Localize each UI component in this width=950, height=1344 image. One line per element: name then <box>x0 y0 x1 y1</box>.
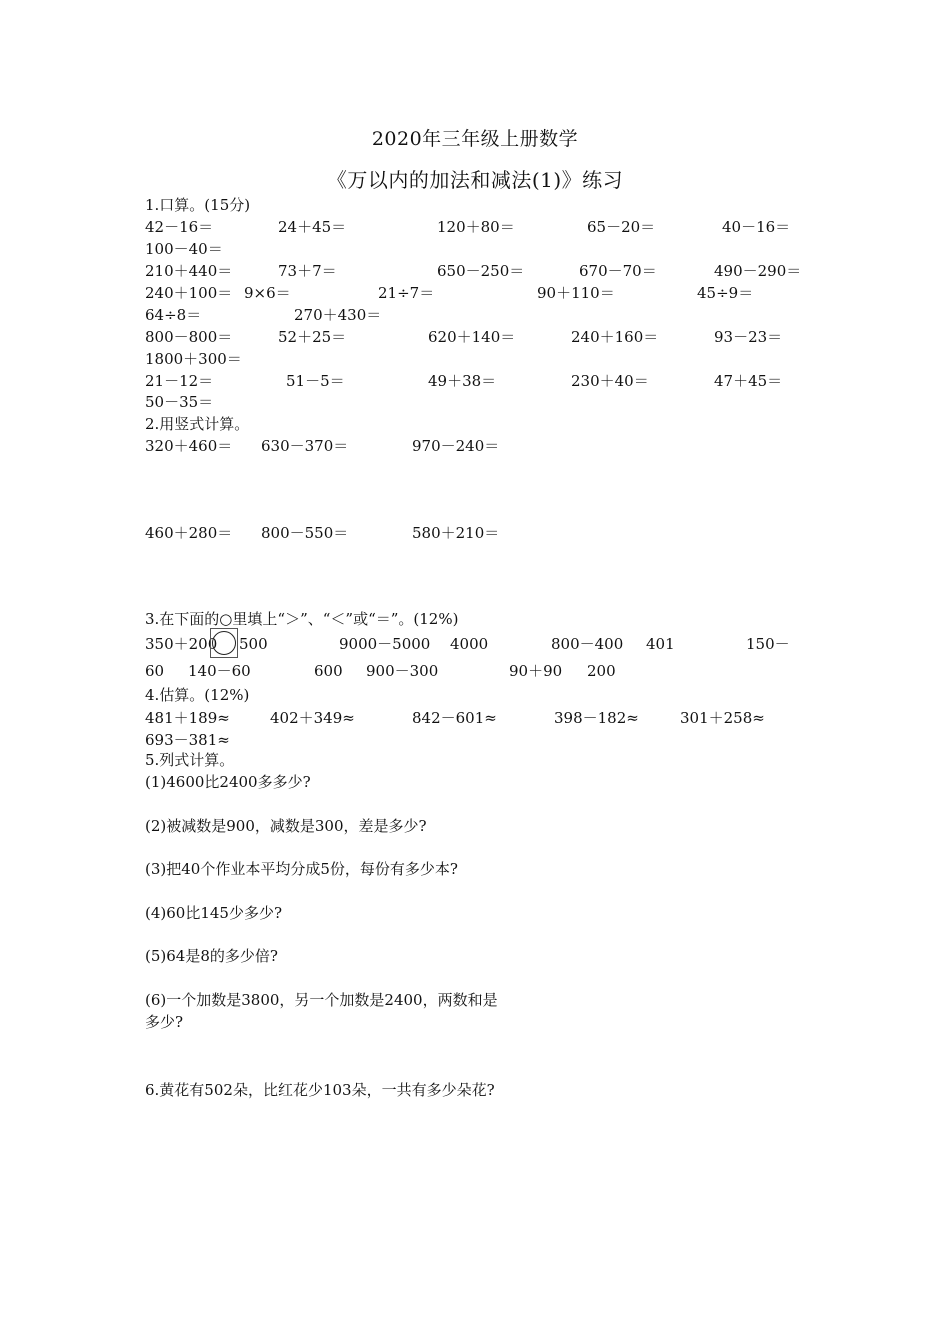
q5-item: 多少? <box>145 1013 184 1031</box>
q4-item: 301＋258≈ <box>680 709 765 727</box>
q1-item: 73＋7＝ <box>278 262 337 280</box>
q1-item: 1800＋300＝ <box>145 350 242 368</box>
q5-item: (2)被减数是900，减数是300，差是多少? <box>145 817 427 835</box>
q1-item: 120＋80＝ <box>437 218 515 236</box>
q1-item: 800－800＝ <box>145 328 233 346</box>
q1-item: 620＋140＝ <box>428 328 516 346</box>
q1-item: 240＋160＝ <box>571 328 659 346</box>
q2-item: 800－550＝ <box>261 524 349 542</box>
q1-item: 51－5＝ <box>286 372 345 390</box>
q5-item: (3)把40个作业本平均分成5份，每份有多少本? <box>145 860 458 878</box>
q1-item: 670－70＝ <box>579 262 657 280</box>
q1-item: 270＋430＝ <box>294 306 382 324</box>
q2-item: 460＋280＝ <box>145 524 233 542</box>
q1-item: 65－20＝ <box>587 218 656 236</box>
q1-item: 650－250＝ <box>437 262 525 280</box>
q2-item: 320＋460＝ <box>145 437 233 455</box>
q4-item: 693－381≈ <box>145 731 230 749</box>
q1-item: 45÷9＝ <box>697 284 754 302</box>
q1-item: 42－16＝ <box>145 218 214 236</box>
q3-item: 150－ <box>746 635 790 653</box>
page-subtitle: 《万以内的加法和减法(1)》练习 <box>326 168 624 192</box>
q1-item: 52＋25＝ <box>278 328 347 346</box>
q1-item: 21÷7＝ <box>378 284 435 302</box>
q1-item: 210＋440＝ <box>145 262 233 280</box>
q5-item: (1)4600比2400多多少? <box>145 773 311 791</box>
q5-heading: 5.列式计算。 <box>145 751 235 769</box>
page-title: 2020年三年级上册数学 <box>371 128 579 150</box>
q2-heading: 2.用竖式计算。 <box>145 415 250 433</box>
answer-circle[interactable] <box>210 628 238 658</box>
q1-item: 100－40＝ <box>145 240 223 258</box>
q2-item: 970－240＝ <box>412 437 500 455</box>
q4-item: 481＋189≈ <box>145 709 230 727</box>
q1-item: 9×6＝ <box>244 284 291 302</box>
q6-text: 6.黄花有502朵，比红花少103朵，一共有多少朵花? <box>145 1081 495 1099</box>
q4-item: 402＋349≈ <box>270 709 355 727</box>
q3-item: 600 <box>314 662 343 680</box>
q4-item: 842－601≈ <box>412 709 497 727</box>
q1-item: 40－16＝ <box>722 218 791 236</box>
q3-item: 500 <box>239 635 268 653</box>
q1-item: 47＋45＝ <box>714 372 783 390</box>
q3-item: 401 <box>646 635 675 653</box>
q3-item: 800－400 <box>551 635 624 653</box>
q5-item: (5)64是8的多少倍? <box>145 947 278 965</box>
q5-item: (6)一个加数是3800，另一个加数是2400，两数和是 <box>145 991 498 1009</box>
q5-item: (4)60比145少多少? <box>145 904 283 922</box>
q3-item: 9000－5000 <box>339 635 431 653</box>
q1-item: 230＋40＝ <box>571 372 649 390</box>
q1-item: 90＋110＝ <box>537 284 615 302</box>
q1-item: 490－290＝ <box>714 262 802 280</box>
q3-item: 900－300 <box>366 662 439 680</box>
q1-item: 24＋45＝ <box>278 218 347 236</box>
q3-item: 140－60 <box>188 662 251 680</box>
q1-item: 21－12＝ <box>145 372 214 390</box>
q4-item: 398－182≈ <box>554 709 639 727</box>
q4-heading: 4.估算。(12%) <box>145 686 250 704</box>
q3-item: 90＋90 <box>509 662 563 680</box>
q3-item: 200 <box>587 662 616 680</box>
q1-item: 50－35＝ <box>145 393 214 411</box>
q2-item: 580＋210＝ <box>412 524 500 542</box>
q2-item: 630－370＝ <box>261 437 349 455</box>
q3-item: 60 <box>145 662 165 680</box>
q1-item: 49＋38＝ <box>428 372 497 390</box>
q1-item: 64÷8＝ <box>145 306 202 324</box>
circle-icon <box>212 631 236 655</box>
q3-item: 350＋200 <box>145 635 218 653</box>
q3-item: 4000 <box>450 635 489 653</box>
q3-heading: 3.在下面的○里填上“＞”、“＜”或“＝”。(12%) <box>145 610 459 628</box>
q1-item: 240＋100＝ <box>145 284 233 302</box>
q1-item: 93－23＝ <box>714 328 783 346</box>
q1-heading: 1.口算。(15分) <box>145 196 251 214</box>
